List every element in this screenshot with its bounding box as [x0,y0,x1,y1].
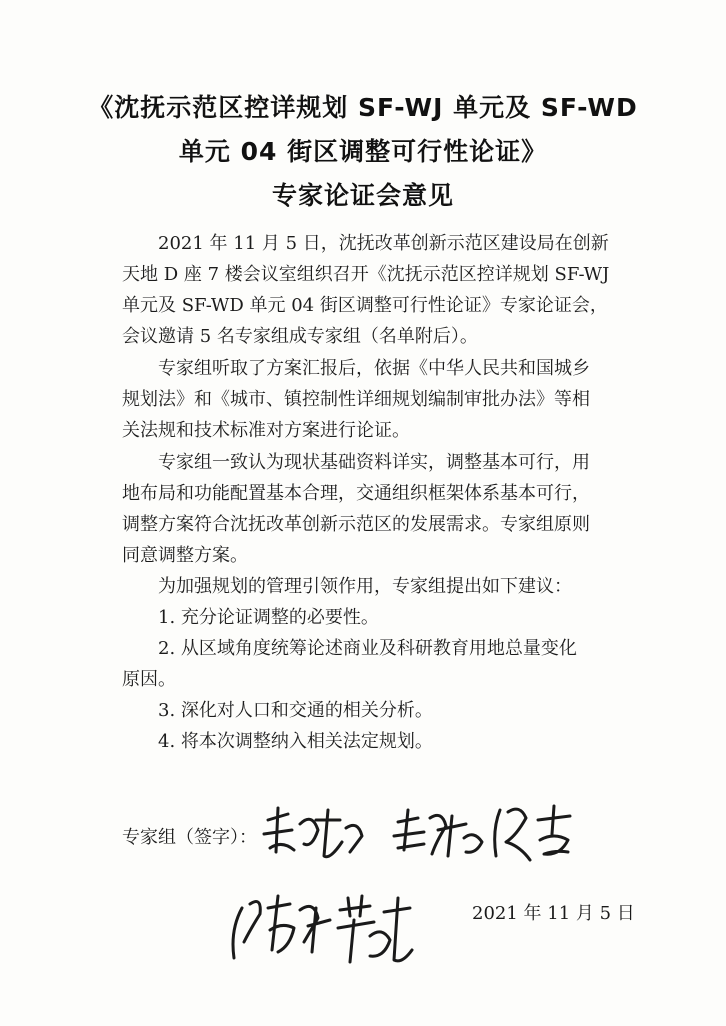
paragraph-line: 同意调整方案。 [122,545,248,566]
handwritten-signature-1 [264,808,362,857]
paragraph-line: 地布局和功能配置基本合理，交通组织框架体系基本可行， [122,483,590,504]
paragraph-line: 会议邀请 5 名专家组成专家组（名单附后）。 [122,326,478,347]
document-title-line-1: 《沈抚示范区控详规划 SF-WJ 单元及 SF-WD [88,93,638,122]
document-title-line-3: 专家论证会意见 [271,181,454,210]
handwritten-signatures [220,790,620,980]
paragraph-line: 关法规和技术标准对方案进行论证。 [122,420,410,441]
suggestion-item-2: 2. 从区域角度统筹论述商业及科研教育用地总量变化 [158,638,577,659]
document-title-line-2: 单元 04 街区调整可行性论证》 [178,137,548,166]
paragraph-line: 2021 年 11 月 5 日，沈抚改革创新示范区建设局在创新 [158,233,609,254]
paragraph-line: 规划法》和《城市、镇控制性详细规划编制审批办法》等相 [122,389,590,410]
suggestion-item-2-continued: 原因。 [122,669,176,690]
paragraph-line: 单元及 SF-WD 单元 04 街区调整可行性论证》专家论证会， [122,295,608,316]
suggestion-item-4: 4. 将本次调整纳入相关法定规划。 [158,731,433,752]
paragraph-line: 调整方案符合沈抚改革创新示范区的发展需求。专家组原则 [122,514,590,535]
handwritten-signature-4 [233,896,330,958]
handwritten-signature-5 [338,896,412,962]
paragraph-line: 为加强规划的管理引领作用，专家组提出如下建议： [158,576,572,597]
suggestion-item-1: 1. 充分论证调整的必要性。 [158,607,379,628]
paragraph-line: 专家组听取了方案汇报后，依据《中华人民共和国城乡 [158,358,590,379]
paragraph-line: 专家组一致认为现状基础资料详实，调整基本可行，用 [158,452,590,473]
signature-label: 专家组（签字）： [122,827,257,848]
handwritten-signature-2 [394,810,482,856]
suggestion-item-3: 3. 深化对人口和交通的相关分析。 [158,700,433,721]
sign-date: 2021 年 11 月 5 日 [472,903,635,924]
handwritten-signature-3 [495,806,570,860]
paragraph-line: 天地 D 座 7 楼会议室组织召开《沈抚示范区控详规划 SF-WJ [122,264,610,285]
